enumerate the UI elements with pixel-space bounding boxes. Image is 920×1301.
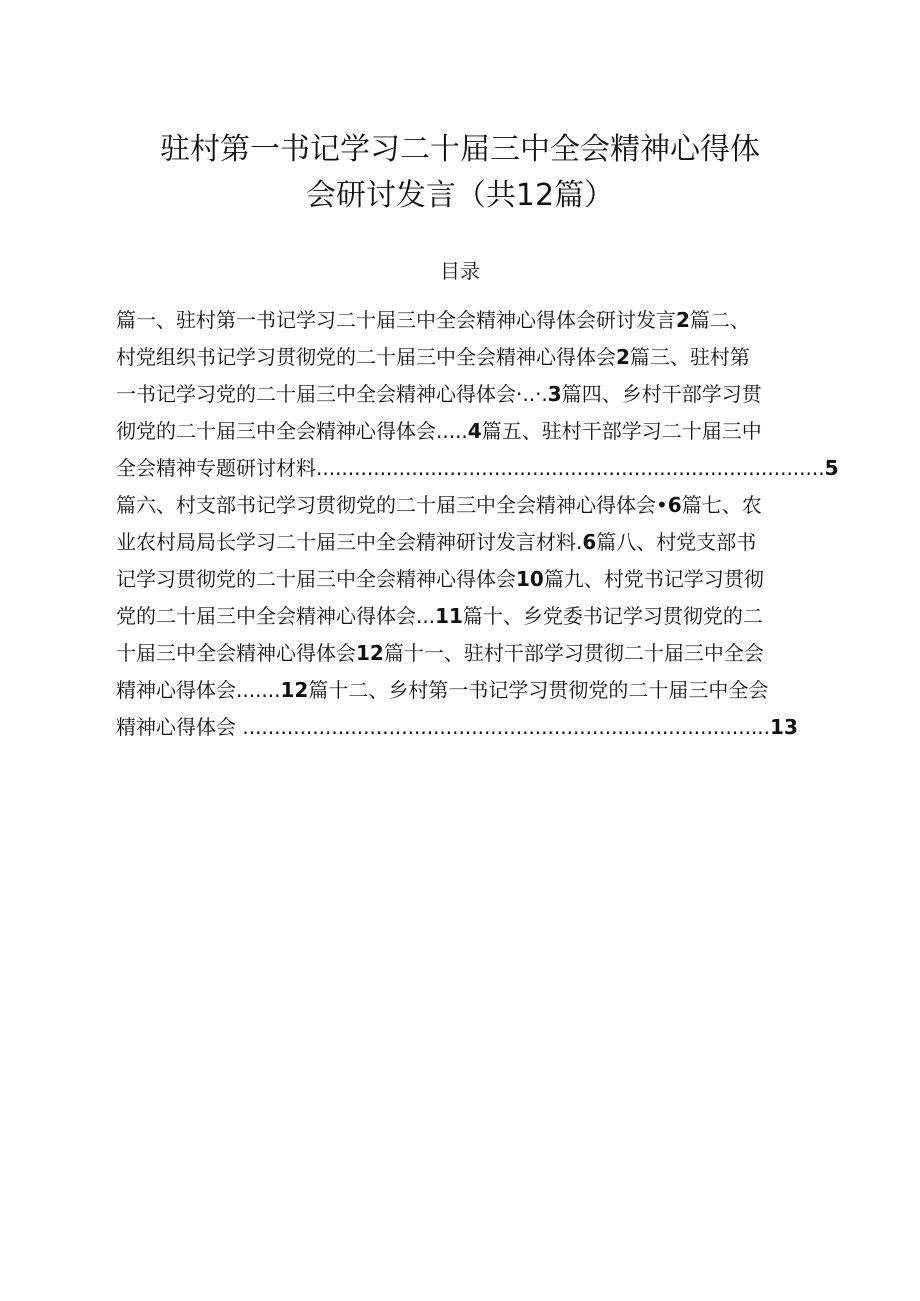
toc-line: [116, 302, 856, 339]
toc-heading: 目录: [440, 259, 480, 283]
toc-entry-text: 篇七、农: [681, 493, 762, 517]
toc-entry-text: 篇十二、乡村第一书记学习贯彻党的二十届三中全会: [308, 678, 769, 702]
toc-page-number: 5: [824, 456, 839, 480]
toc-page-number: 12: [356, 641, 384, 665]
toc-line: [116, 450, 856, 487]
toc-page-number: 13: [770, 715, 798, 739]
toc-page-number: 11: [435, 604, 463, 628]
toc-line: [116, 672, 856, 709]
toc-entry-text: 党的二十届三中全会精神心得体会...: [116, 604, 436, 628]
toc-page-number: 6: [667, 493, 682, 517]
toc-line: [116, 561, 856, 598]
toc-line: [116, 635, 856, 672]
toc-page-number: 2: [676, 308, 690, 332]
toc-entry-text: 篇十一、驻村干部学习贯彻二十届三中全会: [383, 641, 764, 665]
toc-line: [116, 413, 856, 450]
toc-entry-text: 精神心得体会.......: [116, 678, 281, 702]
table-of-contents: [116, 302, 856, 746]
toc-entry-text: 篇五、驻村干部学习二十届三中: [481, 419, 762, 443]
toc-page-number: 12: [280, 678, 309, 702]
toc-entry-text: 篇六、村支部书记学习贯彻党的二十届三中全会精神心得体会•: [116, 493, 668, 517]
toc-entry-text: 篇一、驻村第一书记学习二十届三中全会精神心得体会研讨发言: [116, 308, 676, 332]
toc-page-number: 2: [616, 345, 630, 369]
toc-entry-text: 精神心得体会 ...................................................................................: [116, 715, 771, 739]
toc-entry-text: 篇二、: [689, 308, 750, 332]
toc-line: [116, 339, 856, 376]
toc-page-number: 3: [547, 382, 562, 406]
toc-line: [116, 709, 856, 746]
toc-entry-text: 篇三、驻村第: [629, 345, 750, 369]
toc-entry-text: 十届三中全会精神心得体会: [116, 641, 356, 665]
toc-line: [116, 376, 856, 413]
toc-line: [116, 598, 856, 635]
document-title-line-2: 会研讨发言（共12篇）: [305, 178, 615, 213]
toc-page-number: 10: [516, 567, 544, 591]
document-title-line-1: 驻村第一书记学习二十届三中全会精神心得体: [160, 132, 760, 167]
toc-entry-text: 篇九、村党书记学习贯彻: [543, 567, 764, 591]
toc-entry-text: 篇四、乡村干部学习贯: [561, 382, 762, 406]
toc-entry-text: 村党组织书记学习贯彻党的二十届三中全会精神心得体会: [116, 345, 616, 369]
toc-entry-text: 业农村局局长学习二十届三中全会精神研讨发言材料.: [116, 530, 583, 554]
toc-entry-text: 记学习贯彻党的二十届三中全会精神心得体会: [116, 567, 516, 591]
toc-entry-text: 彻党的二十届三中全会精神心得体会.....: [116, 419, 468, 443]
toc-line: [116, 524, 856, 561]
toc-entry-text: 篇八、村党支部书: [596, 530, 757, 554]
toc-entry-text: 全会精神专题研讨材料................................................................................: [116, 456, 825, 480]
toc-page-number: 6: [582, 530, 597, 554]
toc-line: [116, 487, 856, 524]
toc-entry-text: 篇十、乡党委书记学习贯彻党的二: [462, 604, 763, 628]
toc-entry-text: 一书记学习党的二十届三中全会精神心得体会·..·.: [116, 382, 548, 406]
toc-page-number: 4: [467, 419, 482, 443]
